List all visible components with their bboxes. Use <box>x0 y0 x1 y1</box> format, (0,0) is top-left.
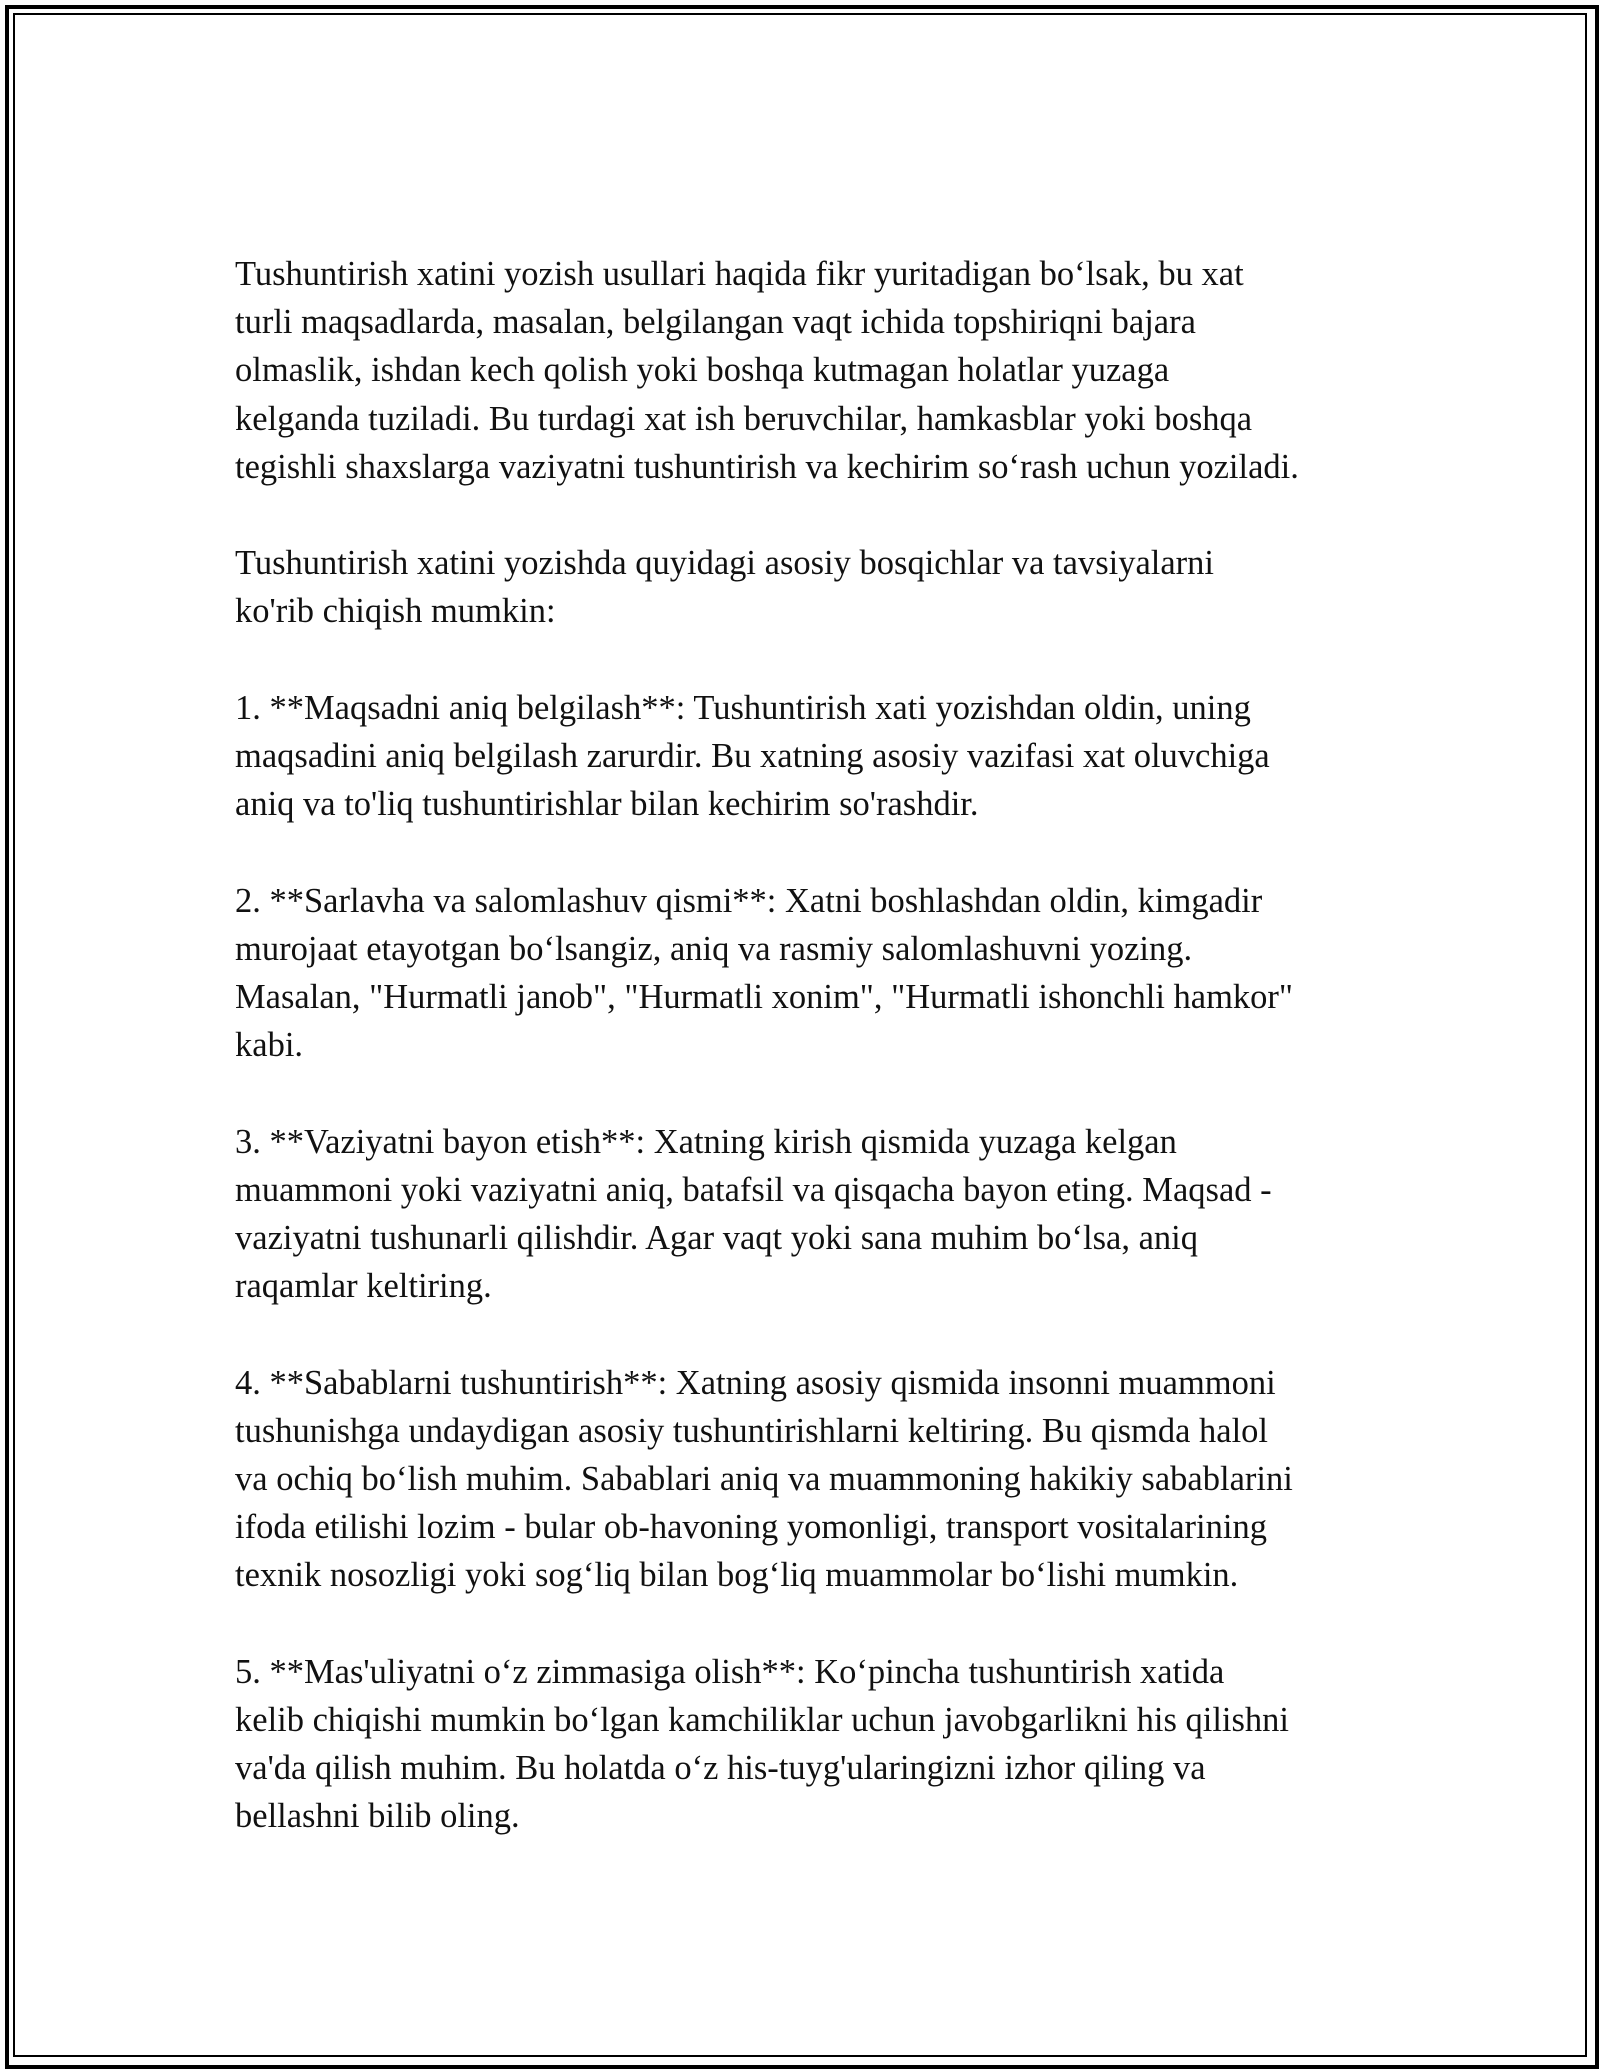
paragraph-line: 1. **Maqsadni aniq belgilash**: Tushuntirish xati yozishdan oldin, uning <box>235 688 1251 727</box>
paragraph-line: va'da qilish muhim. Bu holatda o‘z his-tuyg'ularingizni izhor qiling va <box>235 1749 1206 1788</box>
paragraph-line: tegishli shaxslarga vaziyatni tushuntirish va kechirim so‘rash uchun yoziladi. <box>235 447 1299 486</box>
paragraph <box>235 684 1395 829</box>
paragraph-line: ifoda etilishi lozim - bular ob-havoning yomonligi, transport vositalarining <box>235 1508 1267 1547</box>
paragraph-line: vaziyatni tushunarli qilishdir. Agar vaqt yoki sana muhim bo‘lsa, aniq <box>235 1219 1198 1257</box>
paragraph-line: raqamlar keltiring. <box>235 1267 492 1306</box>
document-body <box>235 250 1395 1889</box>
paragraph <box>235 539 1395 635</box>
paragraph <box>235 1359 1395 1600</box>
paragraph-line: kelib chiqishi mumkin bo‘lgan kamchiliklar uchun javobgarlikni his qilishni <box>235 1701 1290 1739</box>
paragraph-line: aniq va to'liq tushuntirishlar bilan kechirim so'rashdir. <box>235 785 979 824</box>
paragraph-line: bellashni bilib oling. <box>235 1797 520 1836</box>
paragraph-line: Tushuntirish xatini yozish usullari haqida fikr yuritadigan bo‘lsak, bu xat <box>235 255 1244 293</box>
paragraph <box>235 250 1395 491</box>
paragraph-line: maqsadini aniq belgilash zarurdir. Bu xatning asosiy vazifasi xat oluvchiga <box>235 737 1270 775</box>
paragraph-line: Masalan, "Hurmatli janob", "Hurmatli xonim", "Hurmatli ishonchli hamkor" <box>235 978 1293 1016</box>
paragraph-line: 3. **Vaziyatni bayon etish**: Xatning kirish qismida yuzaga kelgan <box>235 1122 1177 1161</box>
paragraph-line: Tushuntirish xatini yozishda quyidagi asosiy bosqichlar va tavsiyalarni <box>235 544 1214 583</box>
paragraph-line: texnik nosozligi yoki sog‘liq bilan bog‘liq muammolar bo‘lishi mumkin. <box>235 1556 1239 1595</box>
paragraph-line: 4. **Sabablarni tushuntirish**: Xatning asosiy qismida insonni muammoni <box>235 1363 1276 1402</box>
paragraph-line: muammoni yoki vaziyatni aniq, batafsil va qisqacha bayon eting. Maqsad - <box>235 1170 1272 1209</box>
paragraph <box>235 1648 1395 1841</box>
paragraph-line: 5. **Mas'uliyatni o‘z zimmasiga olish**: Ko‘pincha tushuntirish xatida <box>235 1652 1225 1691</box>
paragraph-line: murojaat etayotgan bo‘lsangiz, aniq va rasmiy salomlashuvni yozing. <box>235 929 1193 968</box>
paragraph-line: ko'rib chiqish mumkin: <box>235 592 556 631</box>
paragraph-line: olmaslik, ishdan kech qolish yoki boshqa kutmagan holatlar yuzaga <box>235 351 1170 390</box>
paragraph <box>235 877 1395 1070</box>
paragraph-line: va ochiq bo‘lish muhim. Sabablari aniq va muammoning hakikiy sabablarini <box>235 1460 1293 1498</box>
paragraph <box>235 1118 1395 1311</box>
paragraph-line: tushunishga undaydigan asosiy tushuntirishlarni keltiring. Bu qismda halol <box>235 1411 1268 1450</box>
paragraph-line: kelganda tuziladi. Bu turdagi xat ish beruvchilar, hamkasblar yoki boshqa <box>235 399 1253 438</box>
paragraph-line: turli maqsadlarda, masalan, belgilangan vaqt ichida topshiriqni bajara <box>235 303 1196 342</box>
paragraph-line: 2. **Sarlavha va salomlashuv qismi**: Xatni boshlashdan oldin, kimgadir <box>235 881 1263 920</box>
paragraph-line: kabi. <box>235 1026 304 1065</box>
